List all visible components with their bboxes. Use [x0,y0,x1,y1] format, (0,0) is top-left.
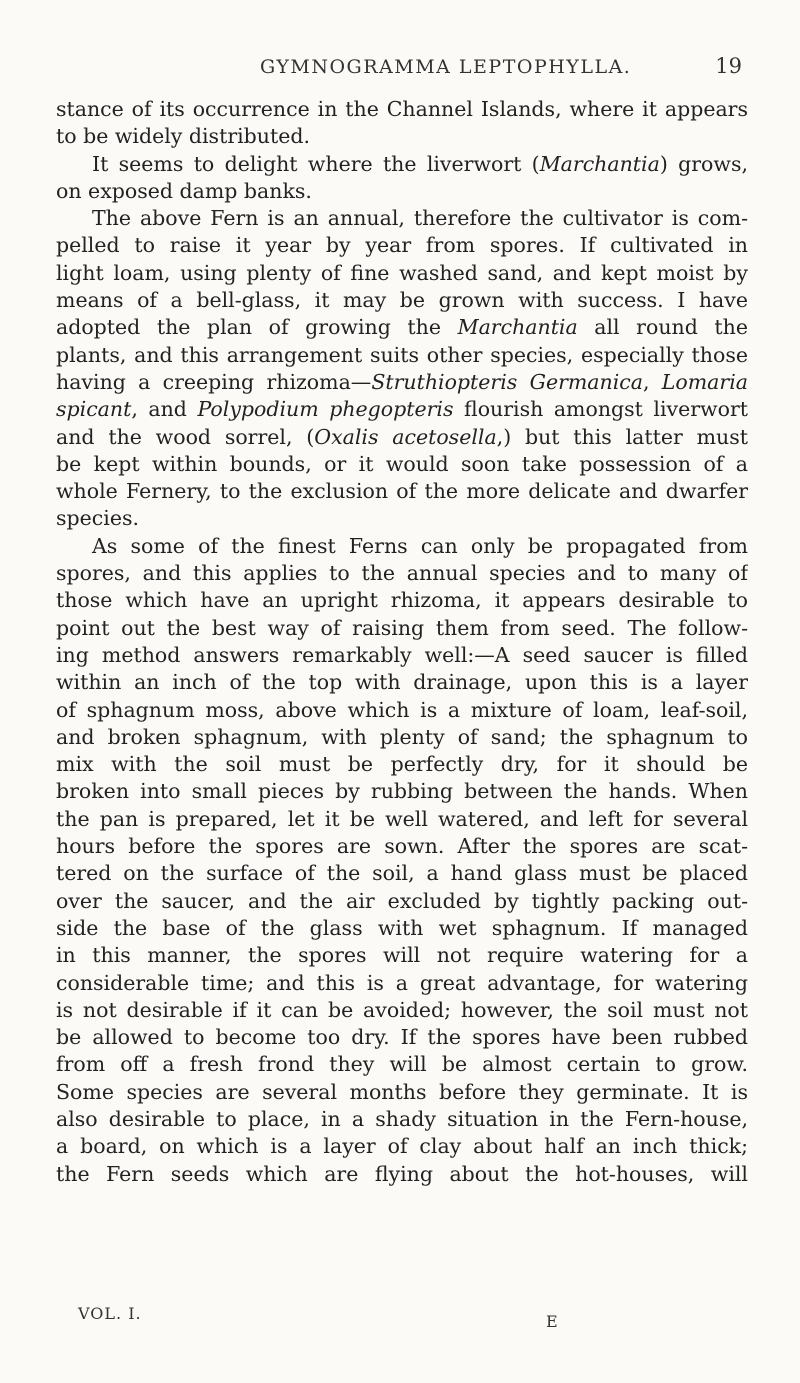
running-head: GYMNOGRAMMA LEPTOPHYLLA. [260,56,632,78]
text-line: means of a bell-glass, it may be grown with success. I have [56,288,748,313]
text-line: on exposed damp banks. [56,178,312,203]
text-line: hours before the spores are sown. After the spores are scat- [56,834,748,859]
text-line: also desirable to place, in a shady situation in the Fern-house, [56,1106,748,1131]
text-line: tered on the surface of the soil, a hand glass must be placed [56,861,748,886]
text-line: within an inch of the top with drainage, upon this is a layer [56,670,748,695]
text-line: Some species are several months before they germinate. It is [56,1079,748,1104]
text-line: mix with the soil must be perfectly dry, for it should be [56,752,748,777]
text-line: whole Fernery, to the exclusion of the more delicate and dwarfer [56,479,748,504]
page-number: 19 [715,54,742,78]
text-line: be allowed to become too dry. If the spores have been rubbed [56,1025,748,1050]
volume-label: VOL. I. [78,1304,142,1323]
text-line: pelled to raise it year by year from spores. If cultivated in [56,233,748,258]
text-line: stance of its occurrence in the Channel Islands, where it appears [56,97,748,121]
text-line: and broken sphagnum, with plenty of sand; the sphagnum to [56,724,748,749]
text-line: over the saucer, and the air excluded by tightly packing out- [56,888,748,913]
text-line: the Fern seeds which are flying about the hot-houses, will [56,1161,748,1186]
text-line: in this manner, the spores will not require watering for a [56,943,748,968]
text-line: spicant, and Polypodium phegopteris flourish amongst liverwort [56,397,748,422]
text-line: of sphagnum moss, above which is a mixture of loam, leaf-soil, [56,697,748,722]
footer [56,1304,748,1331]
text-line: having a creeping rhizoma—Struthiopteris Germanica, Lomaria [56,369,748,394]
body-text [56,96,748,1188]
text-line: and the wood sorrel, (Oxalis acetosella,) but this latter must [56,424,748,449]
text-line: It seems to delight where the liverwort (Marchantia) grows, [92,151,748,176]
text-line: The above Fern is an annual, therefore the cultivator is com- [92,206,748,231]
text-line: broken into small pieces by rubbing between the hands. When [56,779,748,804]
text-line: a board, on which is a layer of clay about half an inch thick; [56,1134,748,1159]
text-line: point out the best way of raising them from seed. The follow- [56,615,748,640]
text-line: side the base of the glass with wet sphagnum. If managed [56,915,748,940]
text-line: the pan is prepared, let it be well watered, and left for several [56,806,748,831]
text-line: from off a fresh frond they will be almost certain to grow. [56,1052,748,1077]
text-line: to be widely distributed. [56,124,311,149]
text-line: spores, and this applies to the annual species and to many of [56,561,748,586]
text-line: adopted the plan of growing the Marchantia all round the [56,315,748,340]
text-line: considerable time; and this is a great advantage, for watering [56,970,748,995]
text-line: be kept within bounds, or it would soon take possession of a [56,451,748,476]
text-line: light loam, using plenty of fine washed sand, and kept moist by [56,260,748,285]
text-line: plants, and this arrangement suits other species, especially those [56,342,748,367]
text-line: ing method answers remarkably well:—A seed saucer is filled [56,642,748,667]
signature-mark: E [546,1312,558,1331]
text-line: As some of the finest Ferns can only be propagated from [92,533,748,558]
text-line: is not desirable if it can be avoided; however, the soil must not [56,997,748,1022]
text-line: those which have an upright rhizoma, it appears desirable to [56,588,748,613]
text-line: species. [56,506,139,531]
